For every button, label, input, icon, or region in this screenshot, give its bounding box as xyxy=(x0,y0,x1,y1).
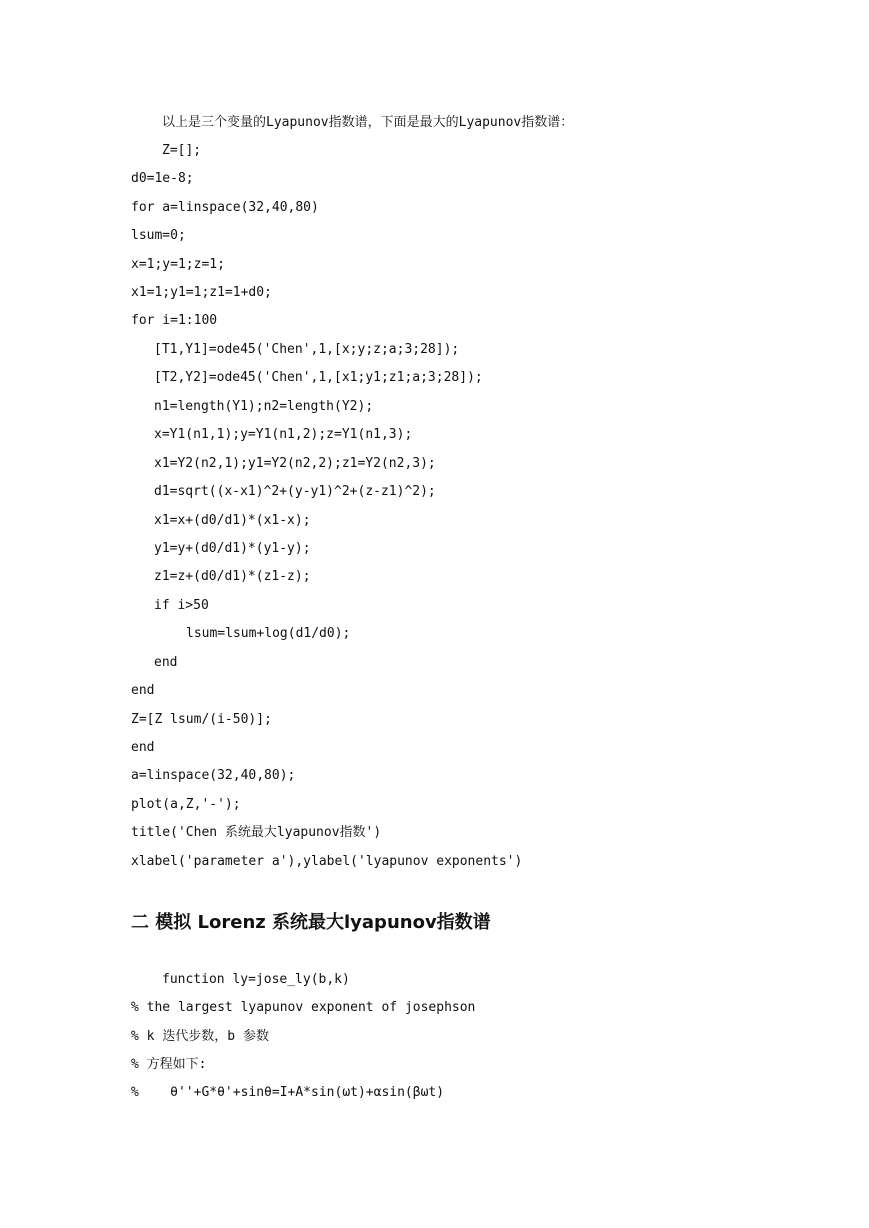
code-line: for a=linspace(32,40,80) xyxy=(131,200,319,215)
code-line: x=Y1(n1,1);y=Y1(n1,2);z=Y1(n1,3); xyxy=(154,427,413,442)
code-line: d0=1e-8; xyxy=(131,171,194,186)
code-line: n1=length(Y1);n2=length(Y2); xyxy=(154,399,374,414)
code-line: % the largest lyapunov exponent of josephson xyxy=(131,1000,476,1015)
code-line: end xyxy=(154,655,178,670)
code-line: if i>50 xyxy=(154,598,209,613)
code-line: title('Chen 系统最大lyapunov指数') xyxy=(131,825,382,840)
code-line: % k 迭代步数，b 参数 xyxy=(131,1029,269,1044)
code-line: y1=y+(d0/d1)*(y1-y); xyxy=(154,541,311,556)
code-line: x1=Y2(n2,1);y1=Y2(n2,2);z1=Y2(n2,3); xyxy=(154,456,436,471)
code-line: for i=1:100 xyxy=(131,313,218,328)
code-line: x=1;y=1;z=1; xyxy=(131,257,225,272)
section-heading: 二 模拟 Lorenz 系统最大lyapunov指数谱 xyxy=(131,912,491,933)
code-line: lsum=lsum+log(d1/d0); xyxy=(186,626,351,641)
code-line: function ly=jose_ly(b,k) xyxy=(162,972,350,987)
code-line: Z=[Z lsum/(i-50)]; xyxy=(131,712,272,727)
code-line: [T1,Y1]=ode45('Chen',1,[x;y;z;a;3;28]); xyxy=(154,342,460,357)
code-line: [T2,Y2]=ode45('Chen',1,[x1;y1;z1;a;3;28]); xyxy=(154,370,483,385)
code-line: lsum=0; xyxy=(131,228,186,243)
code-line: plot(a,Z,'-'); xyxy=(131,797,241,812)
code-line: x1=x+(d0/d1)*(x1-x); xyxy=(154,513,311,528)
code-line: % θ''+G*θ'+sinθ=I+A*sin(ωt)+αsin(βωt) xyxy=(131,1085,445,1100)
code-line: z1=z+(d0/d1)*(z1-z); xyxy=(154,569,311,584)
code-line: Z=[]; xyxy=(162,143,202,158)
code-line: % 方程如下: xyxy=(131,1057,207,1072)
code-line: a=linspace(32,40,80); xyxy=(131,768,296,783)
code-line: xlabel('parameter a'),ylabel('lyapunov exponents') xyxy=(131,854,523,869)
code-line: end xyxy=(131,740,155,755)
intro-text: 以上是三个变量的Lyapunov指数谱，下面是最大的Lyapunov指数谱： xyxy=(162,115,574,130)
code-line: d1=sqrt((x-x1)^2+(y-y1)^2+(z-z1)^2); xyxy=(154,484,436,499)
code-line: x1=1;y1=1;z1=1+d0; xyxy=(131,285,272,300)
code-line: end xyxy=(131,683,155,698)
